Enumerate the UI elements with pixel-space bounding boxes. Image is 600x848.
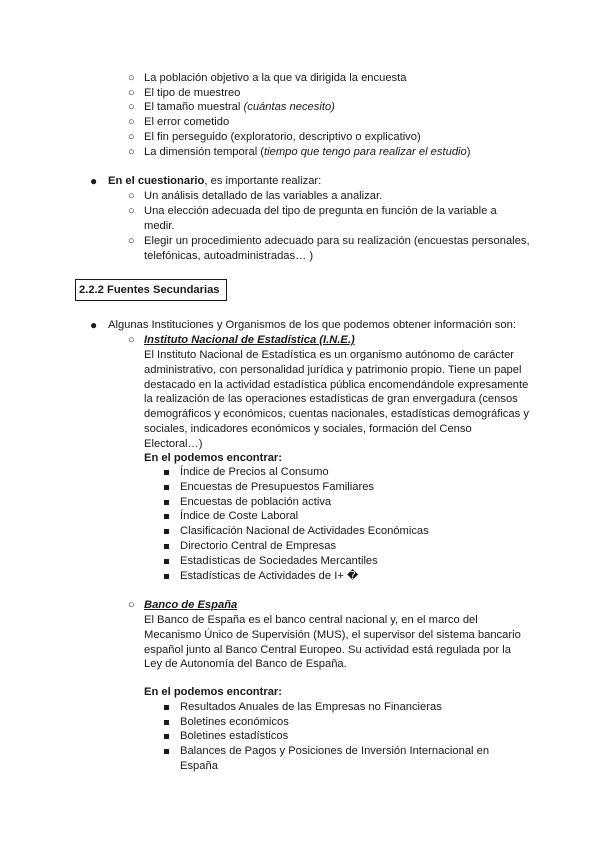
ine-list-item: Encuestas de población activa <box>180 496 332 508</box>
ine-list-item: Índice de Precios al Consumo <box>180 466 329 478</box>
list-item: La dimensión temporal (tiempo que tengo para realizar el estudio) <box>144 146 471 158</box>
circle-bullet-icon: ○ <box>128 72 135 84</box>
square-bullet-icon <box>164 470 169 475</box>
list-item: Un análisis detallado de las variables a analizar. <box>144 190 383 202</box>
circle-bullet-icon: ○ <box>128 87 135 99</box>
square-bullet-icon <box>164 734 169 739</box>
ine-list-item: Índice de Coste Laboral <box>180 510 299 522</box>
circle-bullet-icon: ○ <box>128 146 135 158</box>
ine-list-item: Estadísticas de Actividades de I+ � <box>180 570 359 582</box>
circle-bullet-icon: ○ <box>128 205 135 217</box>
circle-bullet-icon: ○ <box>128 334 135 346</box>
list-item: Una elección adecuada del tipo de pregunta en función de la variable a <box>144 205 497 217</box>
list-item: El error cometido <box>144 116 230 128</box>
italic-note: (cuántas necesito) <box>243 101 335 113</box>
bde-list-item: Boletines estadísticos <box>180 730 289 742</box>
circle-bullet-icon: ○ <box>128 131 135 143</box>
ine-title: Instituto Nacional de Estadística (I.N.E.) <box>144 334 355 346</box>
ine-list-item: Estadísticas de Sociedades Mercantiles <box>180 555 378 567</box>
list-item: El tamaño muestral (cuántas necesito) <box>144 101 335 113</box>
square-bullet-icon <box>164 749 169 754</box>
circle-bullet-icon: ○ <box>128 235 135 247</box>
bde-list-item: Boletines económicos <box>180 716 289 728</box>
square-bullet-icon <box>164 500 169 505</box>
bde-list-item: Balances de Pagos y Posiciones de Inversión Internacional en <box>180 745 490 757</box>
list-item-continuation: medir. <box>144 220 175 232</box>
ine-find-label: En el podemos encontrar: <box>144 452 283 464</box>
ine-description: El Instituto Nacional de Estadística es un organismo autónomo de carácter administrativo, con personalidad jurídica y patrimonio propio. Tiene un papel destacado en la actividad estadística pública encomendándole expresamente la realización de las operaciones estadísticas de gran envergadura (censos demográficos y económicos, cuentas nacionales, estadísticas demográficas y sociales, indicadores económicos y sociales, formación del Censo Electoral…) <box>144 349 529 450</box>
list-item: La población objetivo a la que va dirigida la encuesta <box>144 72 407 84</box>
square-bullet-icon <box>164 705 169 710</box>
list-item: El fin perseguido (exploratorio, descriptivo o explicativo) <box>144 131 421 143</box>
italic-note: tiempo que tengo para realizar el estudio <box>264 146 467 158</box>
bde-description: El Banco de España es el banco central nacional y, en el marco del Mecanismo Único de Supervisión (MUS), el supervisor del sistema bancario español junto al Banco Central Europeo. Su actividad está regulada por la Ley de Autonomía del Banco de España. <box>144 614 521 671</box>
square-bullet-icon <box>164 544 169 549</box>
circle-bullet-icon: ○ <box>128 599 135 611</box>
square-bullet-icon <box>164 574 169 579</box>
square-bullet-icon <box>164 529 169 534</box>
square-bullet-icon <box>164 720 169 725</box>
list-item: Elegir un procedimiento adecuado para su realización (encuestas personales, <box>144 235 530 247</box>
bde-list-item: Resultados Anuales de las Empresas no Financieras <box>180 701 442 713</box>
cuestionario-heading: En el cuestionario, es importante realizar: <box>108 175 322 187</box>
ine-list-item: Directorio Central de Empresas <box>180 540 337 552</box>
list-item: El tipo de muestreo <box>144 87 241 99</box>
bullet-icon: ● <box>90 318 98 332</box>
circle-bullet-icon: ○ <box>128 190 135 202</box>
bullet-icon: ● <box>90 174 98 188</box>
square-bullet-icon <box>164 485 169 490</box>
ine-list-item: Clasificación Nacional de Actividades Económicas <box>180 525 429 537</box>
bde-find-label: En el podemos encontrar: <box>144 686 283 698</box>
square-bullet-icon <box>164 559 169 564</box>
list-item-continuation: telefónicas, autoadministradas… ) <box>144 250 314 262</box>
circle-bullet-icon: ○ <box>128 116 135 128</box>
intro-text: Algunas Instituciones y Organismos de los que podemos obtener información son: <box>108 319 516 331</box>
bde-title: Banco de España <box>144 599 238 611</box>
ine-list-item: Encuestas de Presupuestos Familiares <box>180 481 375 493</box>
circle-bullet-icon: ○ <box>128 101 135 113</box>
bde-list-item-continuation: España <box>180 760 218 772</box>
section-heading: 2.2.2 Fuentes Secundarias <box>75 279 227 301</box>
square-bullet-icon <box>164 514 169 519</box>
